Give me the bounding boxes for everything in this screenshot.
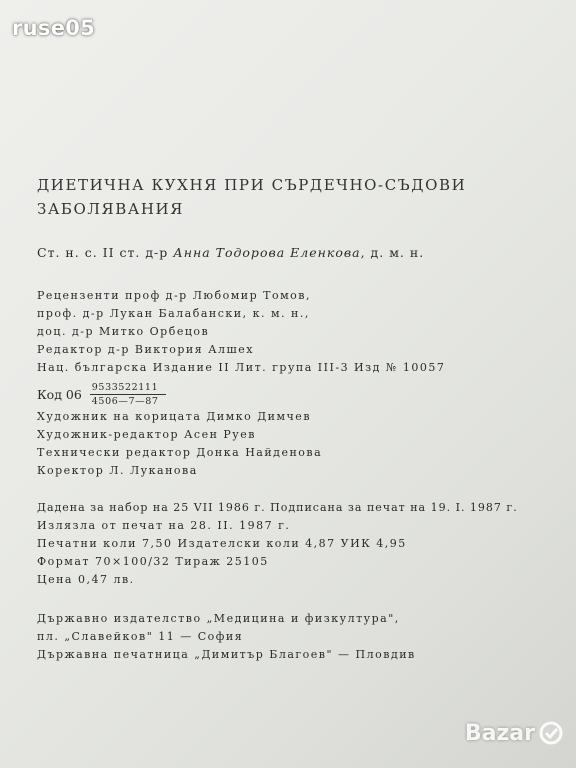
author-name: Анна Тодорова Еленкова: [173, 245, 361, 260]
bazar-logo-icon: [538, 720, 564, 746]
staff-line: Художник на корицата Димко Димчев: [37, 410, 312, 423]
staff-line: Коректор Л. Луканова: [37, 464, 198, 477]
code-block: [37, 382, 166, 407]
book-title-line-2: ЗАБОЛЯВАНИЯ: [37, 200, 184, 218]
print-info-line: Печатни коли 7,50 Издателски коли 4,87 УИК 4,95: [37, 537, 407, 550]
author-prefix: Ст. н. с. II ст. д-р: [37, 245, 174, 260]
staff-line: Художник-редактор Асен Руев: [37, 428, 256, 441]
print-info-line: Формат 70×100/32 Тираж 25105: [37, 555, 269, 568]
credit-line: проф. д-р Лукан Балабански, к. м. н.,: [37, 307, 310, 320]
code-numerator: 9533522111: [90, 382, 166, 395]
watermark-ruse05: ruse05: [12, 16, 96, 40]
credit-line: Нац. българска Издание II Лит. група III-3 Изд № 10057: [37, 361, 446, 374]
watermark-bazar-text: Bazar: [464, 720, 535, 746]
publisher-line: Държавно издателство „Медицина и физкултура",: [37, 612, 400, 625]
publisher-line: пл. „Славейков" 11 — София: [37, 630, 244, 643]
code-label: Код 06: [37, 387, 82, 402]
publisher-line: Държавна печатница „Димитър Благоев" — Пловдив: [37, 648, 416, 661]
code-denominator: 4506—7—87: [91, 396, 159, 407]
print-info-line: Излязла от печат на 28. II. 1987 г.: [37, 519, 291, 532]
credit-line: Рецензенти проф д-р Любомир Томов,: [37, 289, 311, 302]
author-suffix: , д. м. н.: [360, 245, 425, 260]
credit-line: доц. д-р Митко Орбецов: [37, 325, 210, 338]
book-title-line-1: ДИЕТИЧНА КУХНЯ ПРИ СЪРДЕЧНО-СЪДОВИ: [37, 176, 467, 194]
code-fraction: [90, 382, 166, 407]
watermark-bazar: [465, 720, 564, 746]
credit-line: Редактор д-р Виктория Алшех: [37, 343, 254, 356]
author-line: [37, 245, 424, 260]
print-info-line: Дадена за набор на 25 VII 1986 г. Подписана за печат на 19. I. 1987 г.: [37, 501, 518, 514]
staff-line: Технически редактор Донка Найденова: [37, 446, 323, 459]
print-info-line: Цена 0,47 лв.: [37, 573, 135, 586]
